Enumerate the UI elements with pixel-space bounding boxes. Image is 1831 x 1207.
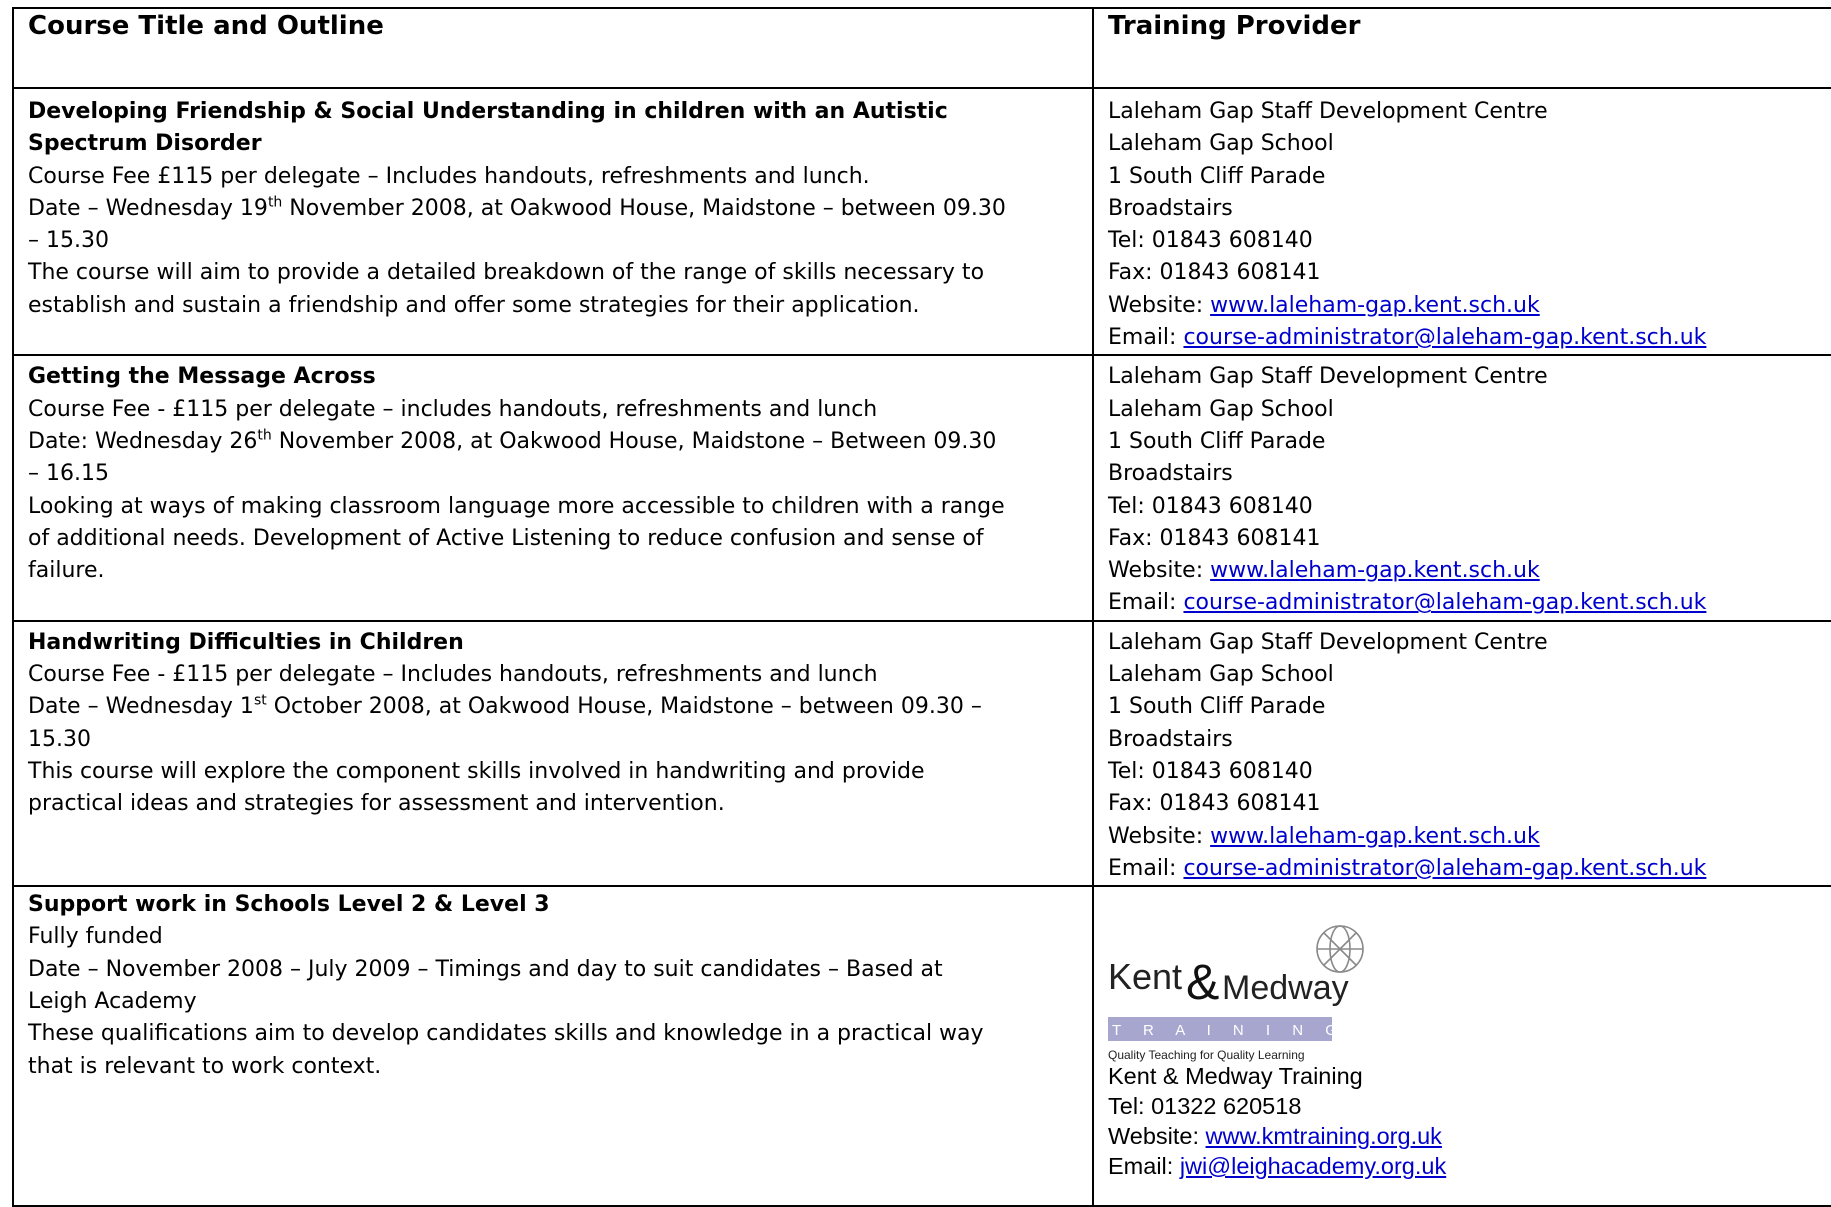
table-row [13,355,1831,620]
course-title: Support work in Schools Level 2 & Level 3 [28,892,550,918]
course-date-cont: – 16.15 [28,461,109,487]
course-cell [13,88,1093,355]
provider-town: Broadstairs [1108,461,1233,487]
course-description: These qualifications aim to develop candidates skills and knowledge in a practical way [28,1021,984,1047]
provider-school: Laleham Gap School [1108,662,1334,688]
provider-cell [1093,886,1831,1206]
provider-street: 1 South Cliff Parade [1108,428,1326,454]
provider-name: Laleham Gap Staff Development Centre [1108,364,1548,390]
logo-word-medway: Medway [1222,969,1349,1008]
provider-street: 1 South Cliff Parade [1108,694,1326,720]
course-fee: Fully funded [28,924,163,950]
course-date: Date – Wednesday 19th November 2008, at Oakwood House, Maidstone – between 09.30 [28,194,1006,221]
provider-school: Laleham Gap School [1108,396,1334,422]
course-date: Date: Wednesday 26th November 2008, at Oakwood House, Maidstone – Between 09.30 [28,427,997,454]
course-description-cont: practical ideas and strategies for assessment and intervention. [28,791,725,817]
provider-website: Website: www.laleham-gap.kent.sch.uk [1108,558,1540,584]
course-title-cont: Spectrum Disorder [28,131,262,157]
course-cell [13,621,1093,886]
provider-fax: Fax: 01843 608141 [1108,525,1321,551]
email-link[interactable]: jwi@leighacademy.org.uk [1179,1153,1447,1180]
logo-ampersand: & [1186,954,1220,1011]
course-fee: Course Fee - £115 per delegate – includes handouts, refreshments and lunch [28,396,878,422]
course-cell [13,886,1093,1206]
globe-icon [1317,926,1363,972]
provider-tel: Tel: 01843 608140 [1108,228,1313,254]
website-link[interactable]: www.laleham-gap.kent.sch.uk [1210,292,1540,318]
provider-cell [1093,88,1831,355]
email-link[interactable]: course-administrator@laleham-gap.kent.sch.uk [1183,325,1707,351]
table-row [13,621,1831,886]
provider-town: Broadstairs [1108,726,1233,752]
provider-school: Laleham Gap School [1108,131,1334,157]
provider-fax: Fax: 01843 608141 [1108,260,1321,286]
course-description-cont: of additional needs. Development of Active Listening to reduce confusion and sense of [28,525,984,551]
header-training-provider: Training Provider [1108,11,1361,41]
course-title: Handwriting Difficulties in Children [28,629,464,655]
provider-town: Broadstairs [1108,195,1233,221]
table-row [13,88,1831,355]
course-title: Getting the Message Across [28,364,376,390]
course-description: The course will aim to provide a detailed breakdown of the range of skills necessary to [28,260,985,286]
course-date-cont: – 15.30 [28,228,109,254]
course-description: Looking at ways of making classroom language more accessible to children with a range [28,493,1005,519]
provider-street: 1 South Cliff Parade [1108,163,1326,189]
course-title: Developing Friendship & Social Understanding in children with an Autistic [28,99,948,124]
website-link[interactable]: www.laleham-gap.kent.sch.uk [1210,558,1540,584]
provider-email: Email: course-administrator@laleham-gap.kent.sch.uk [1108,855,1707,881]
course-description-end: failure. [28,558,105,584]
logo-word-kent: Kent [1108,956,1183,998]
provider-email: Email: jwi@leighacademy.org.uk [1108,1153,1447,1180]
course-description: This course will explore the component skills involved in handwriting and provide [28,758,925,784]
provider-website: Website: www.laleham-gap.kent.sch.uk [1108,823,1540,849]
provider-name: Laleham Gap Staff Development Centre [1108,629,1548,655]
provider-website: Website: www.kmtraining.org.uk [1108,1123,1442,1150]
provider-tel: Tel: 01843 608140 [1108,493,1313,519]
courses-table [12,7,1831,1207]
provider-email: Email: course-administrator@laleham-gap.kent.sch.uk [1108,590,1707,616]
provider-cell [1093,621,1831,886]
course-description-cont: establish and sustain a friendship and offer some strategies for their application. [28,292,920,318]
course-description-cont: that is relevant to work context. [28,1053,382,1079]
course-cell [13,355,1093,620]
website-link[interactable]: www.kmtraining.org.uk [1205,1123,1442,1150]
header-cell-provider [1093,8,1831,88]
course-date: Date – November 2008 – July 2009 – Timings and day to suit candidates – Based at [28,956,943,982]
email-link[interactable]: course-administrator@laleham-gap.kent.sch.uk [1183,855,1707,881]
kent-medway-training-logo [1108,923,1368,1063]
course-date-cont: 15.30 [28,726,91,752]
provider-website: Website: www.laleham-gap.kent.sch.uk [1108,292,1540,318]
course-fee: Course Fee £115 per delegate – Includes handouts, refreshments and lunch. [28,163,870,189]
table-row [13,886,1831,1206]
website-link[interactable]: www.laleham-gap.kent.sch.uk [1210,823,1540,849]
header-cell-course [13,8,1093,88]
logo-tagline: Quality Teaching for Quality Learning [1108,1048,1305,1063]
header-row [13,8,1831,88]
provider-tel: Tel: 01322 620518 [1108,1093,1302,1120]
course-date-cont: Leigh Academy [28,989,197,1015]
email-link[interactable]: course-administrator@laleham-gap.kent.sch.uk [1183,590,1707,616]
course-date: Date – Wednesday 1st October 2008, at Oakwood House, Maidstone – between 09.30 – [28,693,982,720]
provider-fax: Fax: 01843 608141 [1108,791,1321,817]
course-fee: Course Fee - £115 per delegate – Includes handouts, refreshments and lunch [28,662,878,688]
provider-cell [1093,355,1831,620]
provider-tel: Tel: 01843 608140 [1108,758,1313,784]
header-course-title: Course Title and Outline [28,11,384,41]
provider-name: Kent & Medway Training [1108,1063,1363,1090]
provider-email: Email: course-administrator@laleham-gap.kent.sch.uk [1108,325,1707,351]
logo-band-text: T R A I N I N G [1112,1022,1346,1040]
provider-name: Laleham Gap Staff Development Centre [1108,99,1548,124]
